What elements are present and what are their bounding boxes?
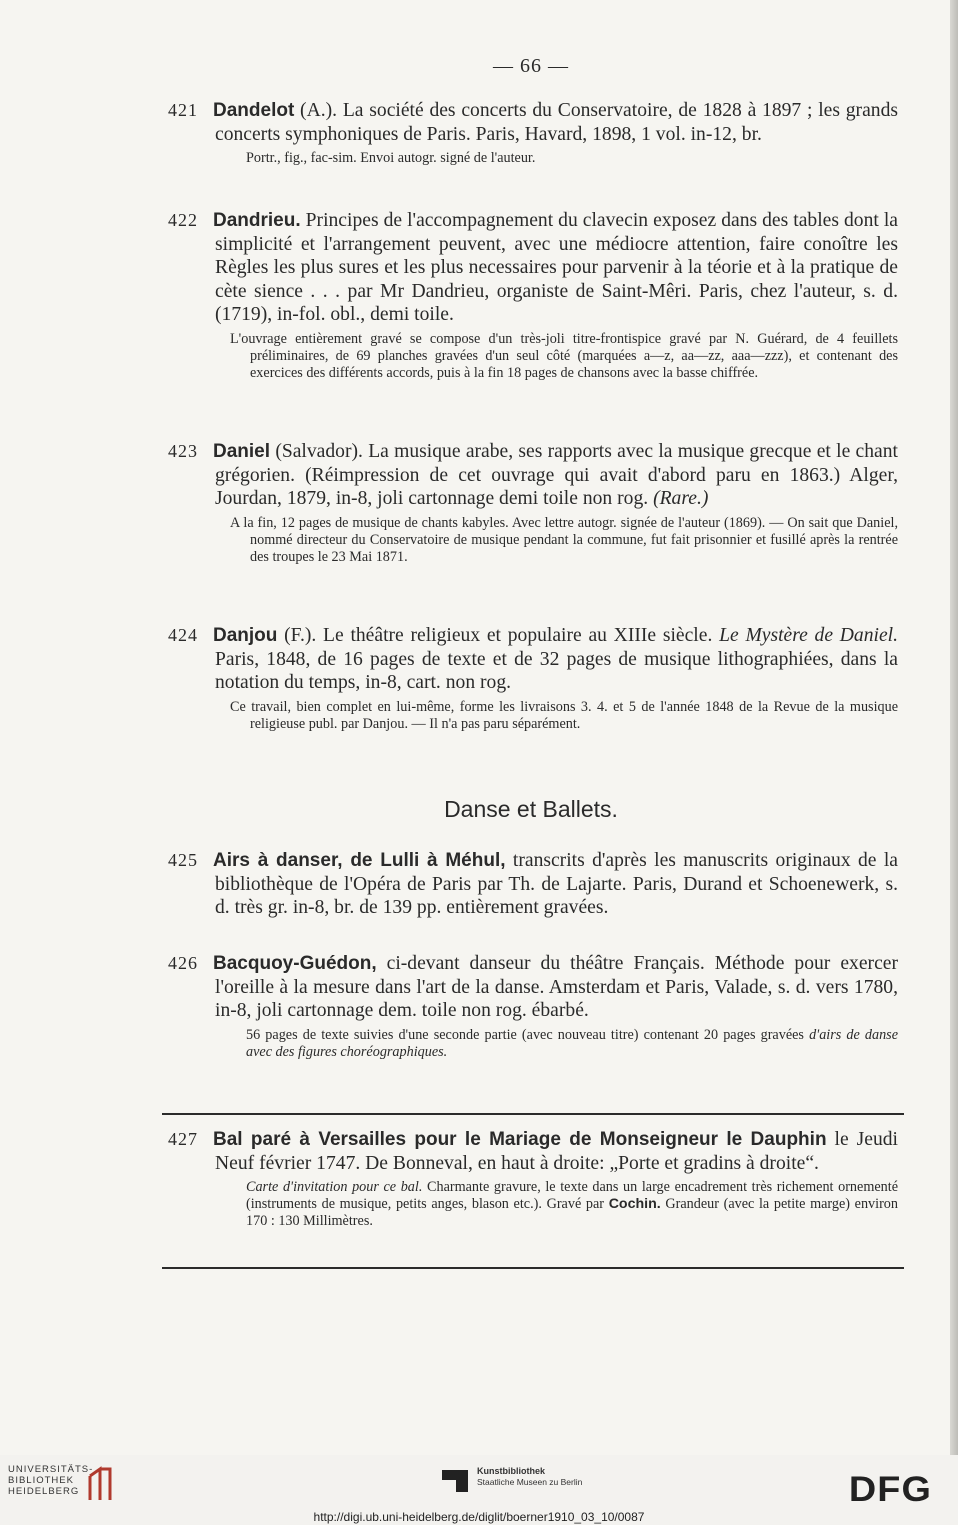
entry-note-text: Charmante gravure, le texte dans un large encadrement très richement ornementé (instruments de musique, petits anges, blason etc.). Gravé par — [246, 1179, 898, 1212]
entry-number: 424 — [168, 625, 198, 645]
entry-number: 427 — [168, 1129, 198, 1149]
entry-author: Bacquoy-Guédon, — [213, 953, 377, 974]
rule-bottom — [162, 1267, 904, 1269]
catalog-entry-425 — [168, 849, 898, 920]
university-label-line: HEIDELBERG — [8, 1486, 80, 1497]
entry-author: Daniel — [213, 441, 271, 462]
entry-author: Airs à danser, de Lulli à Méhul, — [213, 850, 506, 871]
catalog-entry-424 — [168, 624, 898, 733]
entry-text: (A.). La société des concerts du Conservatoire, de 1828 à 1897 ; les grands concerts symphoniques de Paris. Paris, Havard, 1898, 1 vol. in-12, br. — [215, 100, 898, 145]
catalog-entry-423 — [168, 440, 898, 566]
entry-number: 423 — [168, 441, 198, 461]
kb-sub: Staatliche Museen zu Berlin — [477, 1477, 583, 1487]
entry-number: 422 — [168, 210, 198, 230]
entry-number: 425 — [168, 850, 198, 870]
page-edge — [950, 0, 958, 1525]
dfg-logo: DFG — [848, 1470, 932, 1509]
entry-note-text: 56 pages de texte suivies d'une seconde partie (avec nouveau titre) contenant 20 pages gravées — [246, 1026, 810, 1043]
page-number: — 66 — — [493, 55, 569, 77]
entry-note: Portr., fig., fac-sim. Envoi autogr. signé de l'auteur. — [246, 150, 536, 166]
university-library-label — [8, 1464, 93, 1497]
section-heading: Danse et Ballets. — [444, 796, 618, 822]
entry-text-continued: Paris, 1848, de 16 pages de texte et de 32 pages de musique lithographiées, dans la notation du temps, in-8, cart. non rog. — [215, 648, 898, 693]
entry-author: Bal paré à Versailles pour le Mariage de Monseigneur le Dauphin — [213, 1129, 827, 1150]
entry-text: Principes de l'accompagnement du clavecin exposez dans des tables dont la simplicité et l'arrangement peuvent, avec une médiocre attention, faire conoître les Règles les plus sures et les plus necessaires pour parvenir à la téorie et à la pratique de cète sience . . . par Mr Dandrieu, organiste de Saint-Mêri. Paris, chez l'auteur, s. d. (1719), in-fol. obl., demi toile. — [215, 210, 898, 325]
entry-note-italic: Carte d'invitation pour ce bal. — [246, 1179, 423, 1195]
entry-author: Dandelot — [213, 100, 295, 121]
kunstbibliothek-label — [477, 1466, 582, 1488]
entry-text: (Salvador). La musique arabe, ses rapports avec la musique grecque et le chant grégorien. (Réimpression de cet ouvrage qui avait d'abord paru en 1863.) Alger, Jourdan, 1879, in-8, joli cartonnage demi toile non rog. — [215, 441, 898, 509]
rarity-mark: (Rare.) — [653, 488, 709, 509]
kb-name: Kunstbibliothek — [477, 1466, 545, 1476]
entry-text: le Jeudi Neuf février 1747. De Bonneval, en haut à droite: „Porte et gradins à droite“. — [215, 1129, 898, 1174]
catalog-entry-422 — [168, 209, 898, 382]
university-logo-icon — [86, 1466, 116, 1502]
entry-note — [246, 1027, 898, 1061]
rule-top — [162, 1113, 904, 1115]
entry-note: L'ouvrage entièrement gravé se compose d'un très-joli titre-frontispice gravé par N. Guérard, de 4 feuillets préliminaires, de 69 planches gravées d'un seul côté (marquées a—z, aa—zz, aaa—zzz), et contenant des exercices des différents accords, puis à la fin 18 pages de chansons avec la basse chiffrée. — [230, 330, 898, 381]
entry-note: A la fin, 12 pages de musique de chants kabyles. Avec lettre autogr. signée de l'auteur (1869). — On sait que Daniel, nommé directeur du Conservatoire de musique pendant la commune, fut fait prisonnier et fusillé après la rentrée des troupes le 23 Mai 1871. — [230, 514, 898, 565]
university-label-line: BIBLIOTHEK — [8, 1475, 74, 1486]
catalog-entry-426 — [168, 952, 898, 1061]
entry-note-text-continued: Grandeur (avec la petite marge) environ 170 : 130 Millimètres. — [246, 1196, 898, 1229]
entry-author: Dandrieu. — [213, 210, 301, 231]
catalog-entry-421 — [168, 99, 898, 167]
engraver-name: Cochin. — [608, 1196, 661, 1212]
kunstbibliothek-logo-icon — [440, 1468, 470, 1494]
entry-italic-title: Le Mystère de Daniel. — [719, 625, 899, 646]
entry-note: Ce travail, bien complet en lui-même, forme les livraisons 3. 4. et 5 de l'année 1848 de la Revue de la musique religieuse publ. par Danjou. — Il n'a pas paru séparément. — [230, 698, 898, 732]
entry-text: (F.). Le théâtre religieux et populaire au XIIIe siècle. — [277, 625, 713, 646]
entry-author: Danjou — [213, 625, 278, 646]
entry-number: 426 — [168, 953, 198, 973]
catalog-entry-427 — [168, 1128, 898, 1230]
entry-number: 421 — [168, 100, 198, 120]
source-url[interactable]: http://digi.ub.uni-heidelberg.de/diglit/boerner1910_03_10/0087 — [313, 1510, 645, 1524]
entry-note-italic: d'airs de danse avec des figures choréographiques. — [246, 1026, 898, 1060]
entry-text: transcrits d'après les manuscrits originaux de la bibliothèque de l'Opéra de Paris par Th. de Lajarte. Paris, Durand et Schoenewerk, s. d. très gr. in-8, br. de 139 pp. entièrement gravées. — [215, 850, 898, 918]
entry-note — [246, 1179, 898, 1230]
university-label-line: UNIVERSITÄTS- — [8, 1464, 94, 1475]
entry-text: ci-devant danseur du théâtre Français. Méthode pour exercer l'oreille à la mesure dans l'art de la danse. Amsterdam et Paris, Valade, s. d. vers 1780, in-8, joli cartonnage dem. toile non rog. ébarbé. — [215, 953, 898, 1021]
